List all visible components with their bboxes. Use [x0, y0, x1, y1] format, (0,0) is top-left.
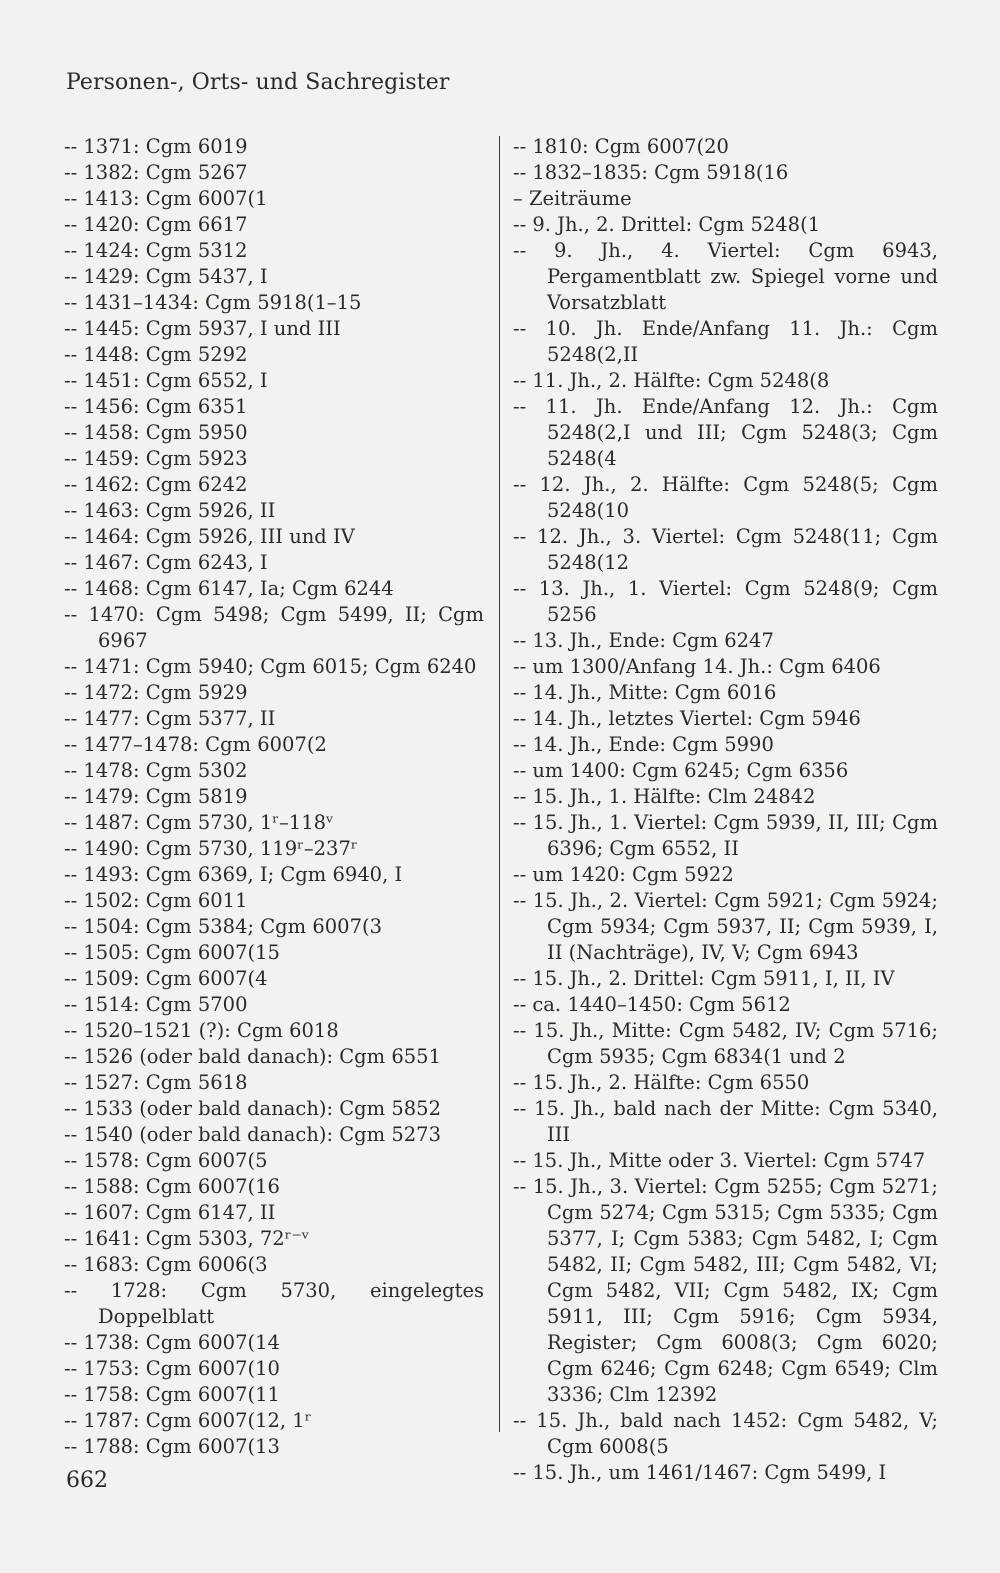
index-entry: -- 15. Jh., Mitte oder 3. Viertel: Cgm 5747 [513, 1149, 926, 1172]
index-entry: -- 1505: Cgm 6007(15 [64, 941, 280, 964]
index-entry: -- 15. Jh., Mitte: Cgm 5482, IV; Cgm 5716; Cgm 5935; Cgm 6834(1 und 2 [513, 1019, 938, 1068]
index-entry: -- 1753: Cgm 6007(10 [64, 1357, 280, 1380]
index-entry: -- 15. Jh., um 1461/1467: Cgm 5499, I [513, 1461, 887, 1484]
index-entry: -- 1758: Cgm 6007(11 [64, 1383, 280, 1406]
index-entry: -- 1533 (oder bald danach): Cgm 5852 [64, 1097, 441, 1120]
index-entry: -- 1458: Cgm 5950 [64, 421, 248, 444]
index-entry: -- 15. Jh., 2. Hälfte: Cgm 6550 [513, 1071, 810, 1094]
index-entry: -- 1738: Cgm 6007(14 [64, 1331, 280, 1354]
index-entry: -- 1810: Cgm 6007(20 [513, 135, 729, 158]
index-entry: -- 1420: Cgm 6617 [64, 213, 248, 236]
index-entry: -- 1479: Cgm 5819 [64, 785, 248, 808]
index-entry: -- 13. Jh., 1. Viertel: Cgm 5248(9; Cgm 5256 [513, 577, 938, 626]
index-entry: -- 1459: Cgm 5923 [64, 447, 248, 470]
index-entry: -- 11. Jh., 2. Hälfte: Cgm 5248(8 [513, 369, 830, 392]
index-entry: -- 1540 (oder bald danach): Cgm 5273 [64, 1123, 441, 1146]
index-entry: -- 1504: Cgm 5384; Cgm 6007(3 [64, 915, 382, 938]
index-entry: -- 1527: Cgm 5618 [64, 1071, 248, 1094]
index-entry: -- um 1400: Cgm 6245; Cgm 6356 [513, 759, 849, 782]
index-entry: -- 1429: Cgm 5437, I [64, 265, 268, 288]
index-column-right [513, 134, 938, 1486]
index-entry: -- 1578: Cgm 6007(5 [64, 1149, 268, 1172]
index-entry: -- ca. 1440–1450: Cgm 5612 [513, 993, 791, 1016]
index-entry: -- 12. Jh., 2. Hälfte: Cgm 5248(5; Cgm 5248(10 [513, 473, 938, 522]
index-entry: -- 1514: Cgm 5700 [64, 993, 248, 1016]
index-entry: -- 1382: Cgm 5267 [64, 161, 248, 184]
index-entry: -- 1788: Cgm 6007(13 [64, 1435, 280, 1458]
index-entry: -- 13. Jh., Ende: Cgm 6247 [513, 629, 774, 652]
running-head: Personen-, Orts- und Sachregister [66, 70, 450, 95]
index-entry: -- 1413: Cgm 6007(1 [64, 187, 268, 210]
index-entry: -- 14. Jh., Ende: Cgm 5990 [513, 733, 774, 756]
index-entry: -- 1462: Cgm 6242 [64, 473, 248, 496]
index-entry: -- 14. Jh., letztes Viertel: Cgm 5946 [513, 707, 861, 730]
index-entry: -- 1468: Cgm 6147, Ia; Cgm 6244 [64, 577, 394, 600]
index-entry: -- 1588: Cgm 6007(16 [64, 1175, 280, 1198]
index-entry: -- 15. Jh., 1. Viertel: Cgm 5939, II, III; Cgm 6396; Cgm 6552, II [513, 811, 938, 860]
index-entry: -- 1371: Cgm 6019 [64, 135, 248, 158]
index-entry: – Zeiträume [513, 187, 632, 210]
index-entry: -- 1456: Cgm 6351 [64, 395, 248, 418]
index-entry: -- 1683: Cgm 6006(3 [64, 1253, 268, 1276]
index-entry: -- 15. Jh., 3. Viertel: Cgm 5255; Cgm 5271; Cgm 5274; Cgm 5315; Cgm 5335; Cgm 5377, I; Cgm 5383; Cgm 5482, I; Cgm 5482, II; Cgm 5482, III; Cgm 5482, VI; Cgm 5482, VII; Cgm 5482, IX; Cgm 5911, III; Cgm 5916; Cgm 5934, Register; Cgm 6008(3; Cgm 6020; Cgm 6246; Cgm 6248; Cgm 6549; Clm 3336; Clm 12392 [513, 1175, 938, 1406]
index-entry: -- 15. Jh., 1. Hälfte: Clm 24842 [513, 785, 816, 808]
index-entry: -- 15. Jh., bald nach der Mitte: Cgm 5340, III [513, 1097, 938, 1146]
index-entry: -- 1472: Cgm 5929 [64, 681, 248, 704]
index-entry: -- 1448: Cgm 5292 [64, 343, 248, 366]
index-entry: -- 1641: Cgm 5303, 72ʳ⁻ᵛ [64, 1227, 310, 1250]
index-entry: -- 9. Jh., 2. Drittel: Cgm 5248(1 [513, 213, 821, 236]
index-entry: -- 1445: Cgm 5937, I und III [64, 317, 341, 340]
index-entry: -- 12. Jh., 3. Viertel: Cgm 5248(11; Cgm 5248(12 [513, 525, 938, 574]
index-entry: -- um 1300/Anfang 14. Jh.: Cgm 6406 [513, 655, 881, 678]
index-entry: -- 1477: Cgm 5377, II [64, 707, 276, 730]
index-entry: -- 1451: Cgm 6552, I [64, 369, 268, 392]
index-entry: -- 1493: Cgm 6369, I; Cgm 6940, I [64, 863, 403, 886]
index-entry: -- 1502: Cgm 6011 [64, 889, 248, 912]
index-entry: -- 1424: Cgm 5312 [64, 239, 248, 262]
index-entry: -- 11. Jh. Ende/Anfang 12. Jh.: Cgm 5248(2,I und III; Cgm 5248(3; Cgm 5248(4 [513, 395, 938, 470]
index-entry: -- 1487: Cgm 5730, 1ʳ–118ᵛ [64, 811, 334, 834]
index-entry: -- 1470: Cgm 5498; Cgm 5499, II; Cgm 6967 [64, 603, 484, 652]
index-entry: -- 1728: Cgm 5730, eingelegtes Doppelblatt [64, 1279, 484, 1328]
index-entry: -- 9. Jh., 4. Viertel: Cgm 6943, Pergamentblatt zw. Spiegel vorne und Vorsatzblatt [513, 239, 938, 314]
column-divider [499, 136, 500, 1432]
index-entry: -- 1787: Cgm 6007(12, 1ʳ [64, 1409, 312, 1432]
index-entry: -- 1509: Cgm 6007(4 [64, 967, 268, 990]
index-entry: -- 14. Jh., Mitte: Cgm 6016 [513, 681, 777, 704]
index-entry: -- 1477–1478: Cgm 6007(2 [64, 733, 327, 756]
index-entry: -- 15. Jh., bald nach 1452: Cgm 5482, V; Cgm 6008(5 [513, 1409, 938, 1458]
index-entry: -- 1464: Cgm 5926, III und IV [64, 525, 355, 548]
index-entry: -- 1431–1434: Cgm 5918(1–15 [64, 291, 362, 314]
index-entry: -- 1463: Cgm 5926, II [64, 499, 276, 522]
index-entry: -- 1467: Cgm 6243, I [64, 551, 268, 574]
index-entry: -- 1471: Cgm 5940; Cgm 6015; Cgm 6240 [64, 655, 477, 678]
index-entry: -- 1832–1835: Cgm 5918(16 [513, 161, 789, 184]
index-entry: -- 1526 (oder bald danach): Cgm 6551 [64, 1045, 441, 1068]
index-entry: -- um 1420: Cgm 5922 [513, 863, 734, 886]
index-entry: -- 15. Jh., 2. Viertel: Cgm 5921; Cgm 5924; Cgm 5934; Cgm 5937, II; Cgm 5939, I, II (Nachträge), IV, V; Cgm 6943 [513, 889, 938, 964]
index-entry: -- 15. Jh., 2. Drittel: Cgm 5911, I, II, IV [513, 967, 895, 990]
index-entry: -- 1607: Cgm 6147, II [64, 1201, 276, 1224]
page-number: 662 [66, 1468, 108, 1493]
index-entry: -- 1478: Cgm 5302 [64, 759, 248, 782]
index-column-left [64, 134, 484, 1460]
index-entry: -- 10. Jh. Ende/Anfang 11. Jh.: Cgm 5248(2,II [513, 317, 938, 366]
index-entry: -- 1520–1521 (?): Cgm 6018 [64, 1019, 339, 1042]
index-entry: -- 1490: Cgm 5730, 119ʳ–237ʳ [64, 837, 358, 860]
